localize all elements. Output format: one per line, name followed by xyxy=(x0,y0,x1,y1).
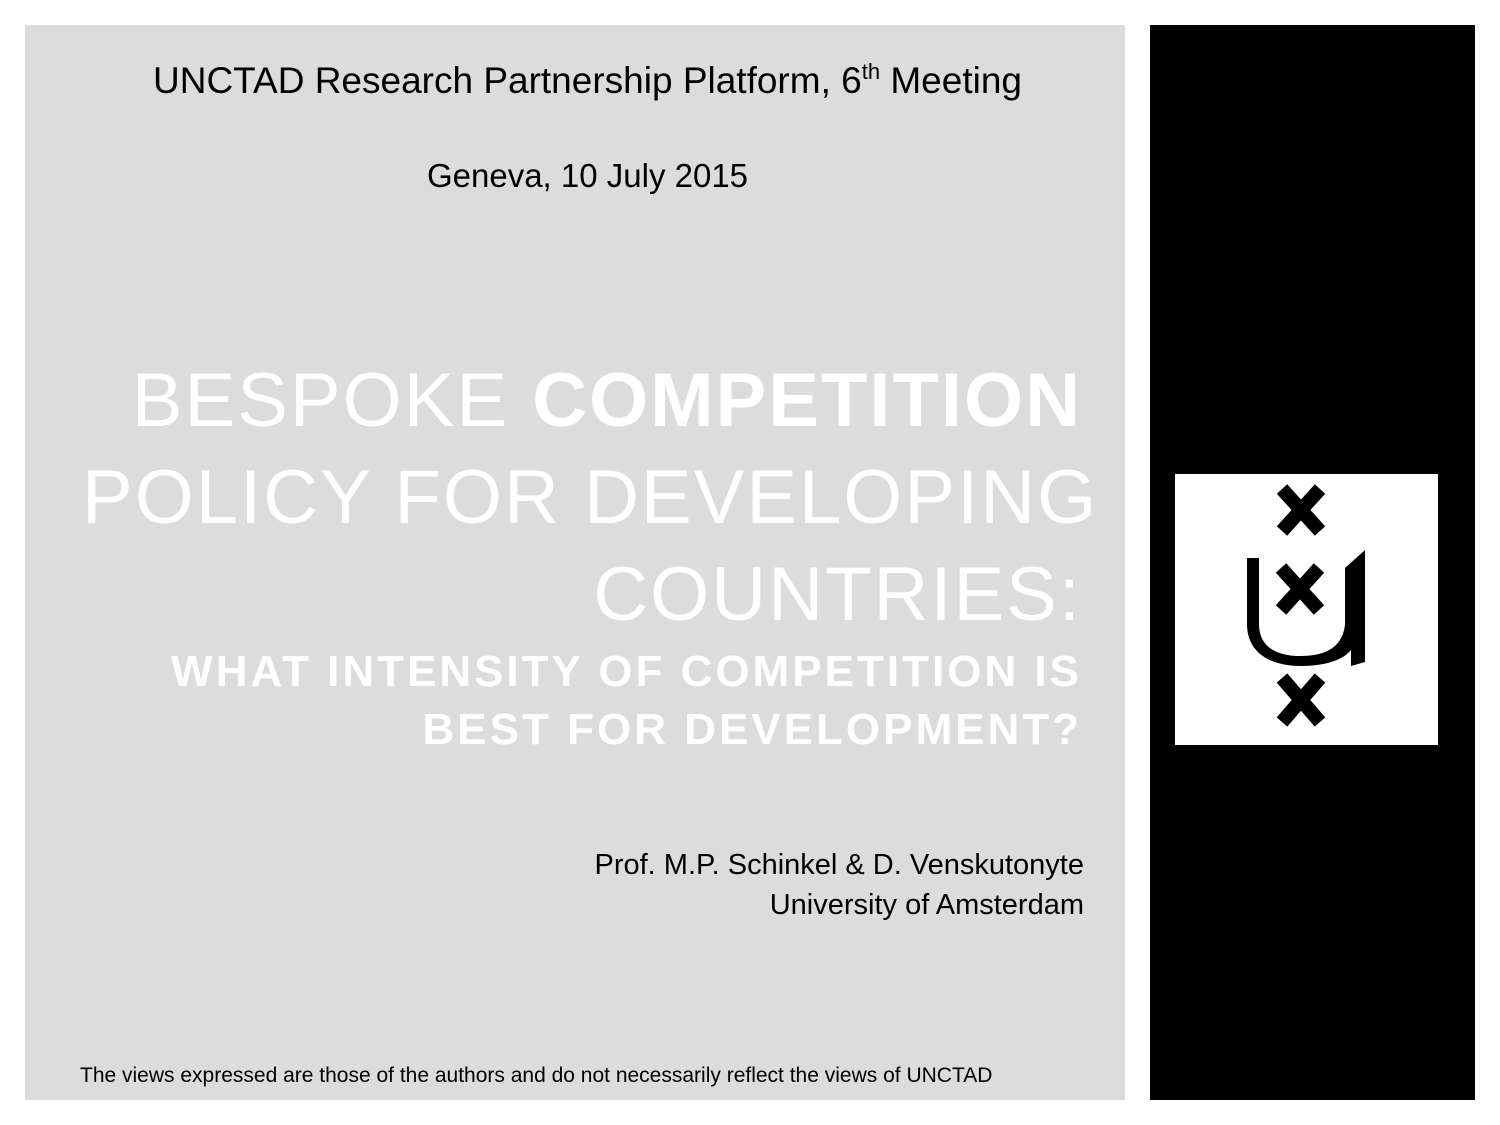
top-cross-icon xyxy=(1282,489,1320,531)
author-names: Prof. M.P. Schinkel & D. Venskutonyte xyxy=(594,849,1084,881)
title-line-3: COUNTRIES: xyxy=(593,552,1082,637)
title-line-1-part-1: BESPOKE xyxy=(131,358,533,443)
title-line-2: POLICY FOR DEVELOPING xyxy=(82,455,1099,540)
bottom-cross-icon xyxy=(1282,678,1320,722)
u-shape-icon xyxy=(1247,550,1365,666)
event-date: Geneva, 10 July 2015 xyxy=(426,157,749,194)
middle-cross-icon xyxy=(1281,568,1319,610)
title-line-1-part-2: COMPETITION xyxy=(532,358,1082,443)
subtitle-line-2: BEST FOR DEVELOPMENT? xyxy=(422,705,1082,754)
presentation-title xyxy=(82,352,1099,759)
event-title xyxy=(25,60,1150,102)
disclaimer: The views expressed are those of the authors and do not necessarily reflect the views of UNCTAD xyxy=(80,1064,993,1087)
author-block xyxy=(595,845,1085,925)
logo-graphic xyxy=(1175,474,1438,745)
event-title-text: UNCTAD Research Partnership Platform, 6 xyxy=(153,60,862,101)
title-line-1 xyxy=(82,352,1082,449)
event-title-superscript: th xyxy=(861,59,881,84)
event-title-suffix: Meeting xyxy=(880,60,1022,101)
subtitle-line-1: WHAT INTENSITY OF COMPETITION IS xyxy=(171,647,1082,696)
author-institution: University of Amsterdam xyxy=(769,889,1084,921)
university-of-amsterdam-logo-icon xyxy=(1175,474,1438,745)
